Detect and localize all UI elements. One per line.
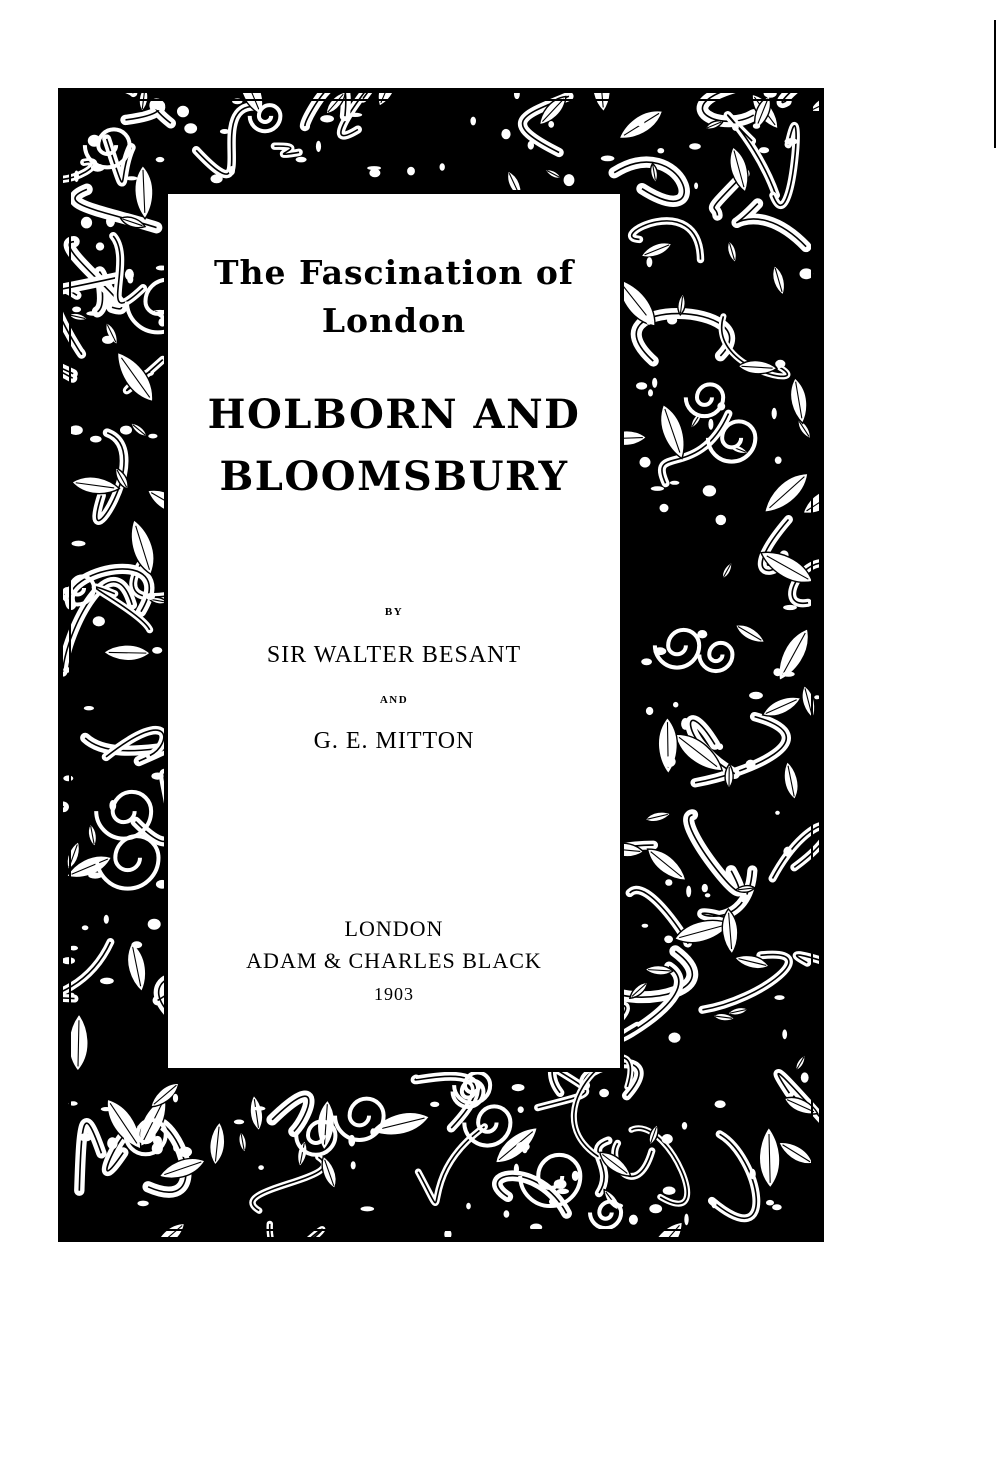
imprint-year: 1903	[374, 984, 414, 1004]
scan-edge-mark	[994, 20, 996, 148]
book-title-line-1: HOLBORN AND	[207, 391, 581, 438]
book-title-line-2: BLOOMSBURY	[219, 453, 569, 500]
imprint-place: LONDON	[344, 916, 444, 941]
title-panel	[164, 190, 624, 1072]
series-title-line-1: The Fascination of	[213, 253, 575, 292]
series-title-line-2: London	[321, 301, 467, 340]
author-1: SIR WALTER BESANT	[266, 642, 522, 668]
by-label: BY	[384, 606, 404, 618]
and-label: AND	[379, 694, 409, 706]
author-2: G. E. MITTON	[313, 728, 475, 754]
imprint-publisher: ADAM & CHARLES BLACK	[246, 948, 542, 973]
